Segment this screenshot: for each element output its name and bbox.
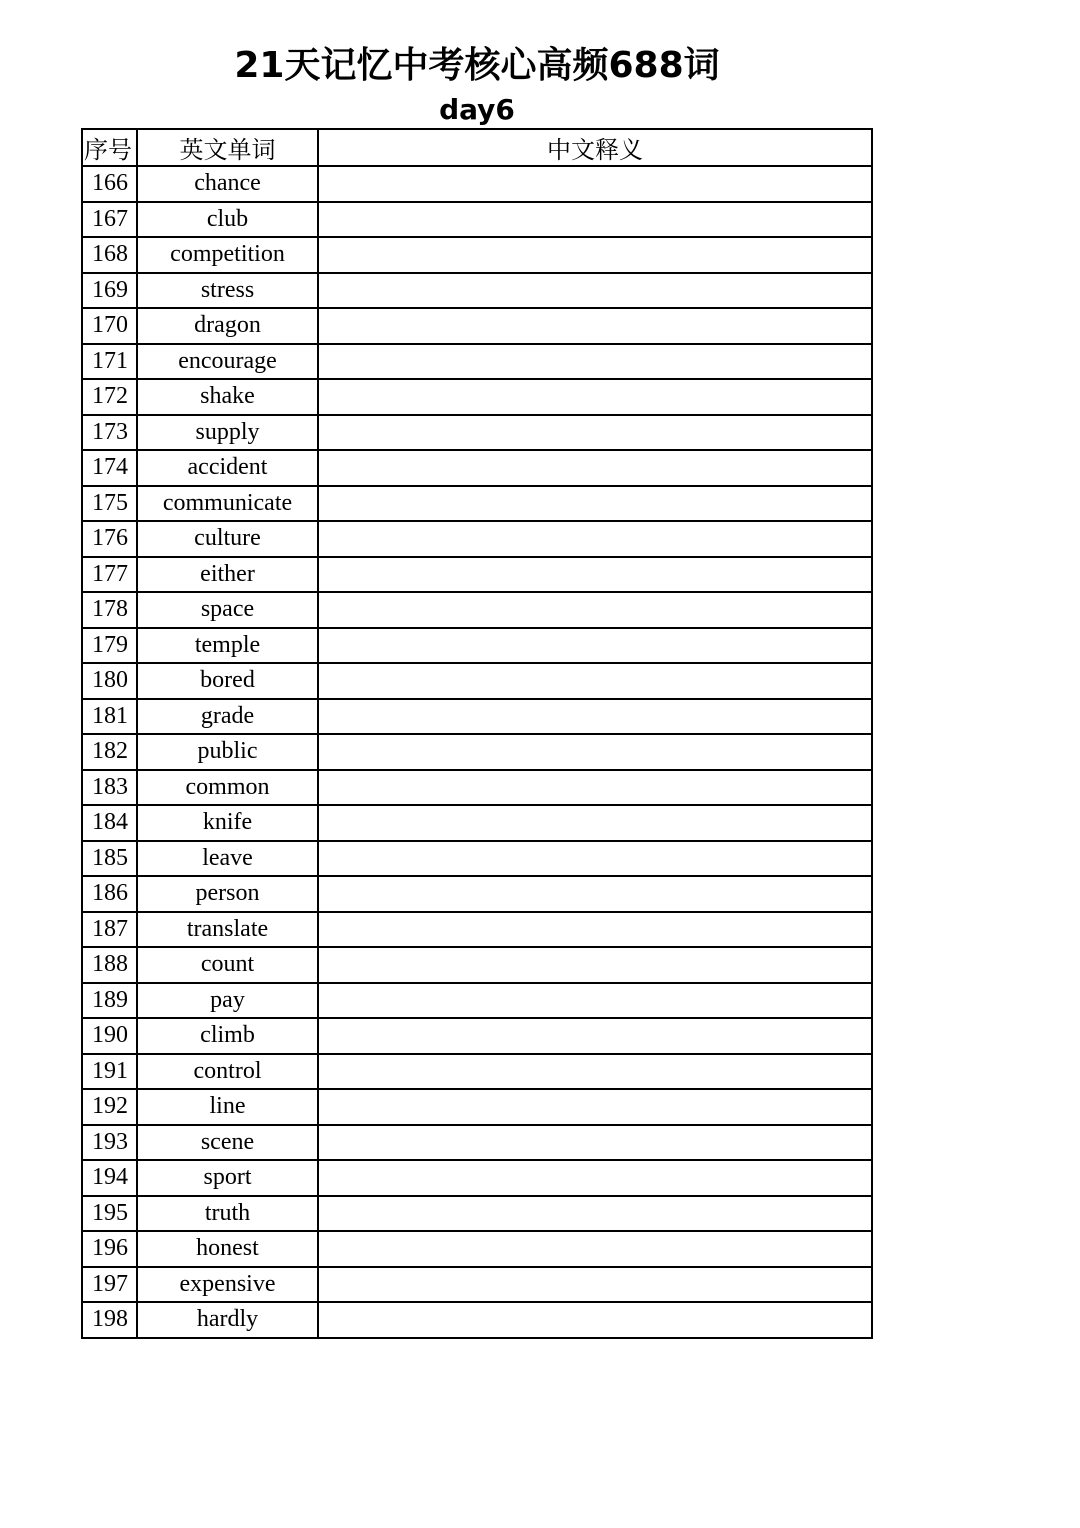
english-word: shake — [137, 379, 318, 415]
chinese-meaning-cell — [318, 202, 872, 238]
table-row — [82, 415, 872, 451]
table-row — [82, 912, 872, 948]
chinese-meaning-cell — [318, 450, 872, 486]
table-row — [82, 557, 872, 593]
row-number: 171 — [82, 344, 137, 380]
row-number: 177 — [82, 557, 137, 593]
english-word: expensive — [137, 1267, 318, 1303]
row-number: 191 — [82, 1054, 137, 1090]
english-word: temple — [137, 628, 318, 664]
table-row — [82, 1125, 872, 1161]
row-number: 185 — [82, 841, 137, 877]
table-row — [82, 450, 872, 486]
row-number: 184 — [82, 805, 137, 841]
english-word: public — [137, 734, 318, 770]
table-row — [82, 1160, 872, 1196]
chinese-meaning-cell — [318, 628, 872, 664]
row-number: 183 — [82, 770, 137, 806]
chinese-meaning-cell — [318, 1196, 872, 1232]
table-row — [82, 521, 872, 557]
chinese-meaning-cell — [318, 415, 872, 451]
header-chinese-meaning: 中文释义 — [318, 129, 872, 166]
chinese-meaning-cell — [318, 1125, 872, 1161]
table-row — [82, 628, 872, 664]
row-number: 197 — [82, 1267, 137, 1303]
table-row — [82, 1018, 872, 1054]
chinese-meaning-cell — [318, 1231, 872, 1267]
english-word: grade — [137, 699, 318, 735]
table-row — [82, 983, 872, 1019]
table-row — [82, 379, 872, 415]
row-number: 193 — [82, 1125, 137, 1161]
table-row — [82, 592, 872, 628]
chinese-meaning-cell — [318, 912, 872, 948]
row-number: 181 — [82, 699, 137, 735]
table-row — [82, 876, 872, 912]
table-row — [82, 202, 872, 238]
row-number: 175 — [82, 486, 137, 522]
row-number: 189 — [82, 983, 137, 1019]
chinese-meaning-cell — [318, 876, 872, 912]
english-word: bored — [137, 663, 318, 699]
row-number: 180 — [82, 663, 137, 699]
chinese-meaning-cell — [318, 557, 872, 593]
chinese-meaning-cell — [318, 1089, 872, 1125]
row-number: 168 — [82, 237, 137, 273]
chinese-meaning-cell — [318, 841, 872, 877]
english-word: sport — [137, 1160, 318, 1196]
row-number: 188 — [82, 947, 137, 983]
row-number: 178 — [82, 592, 137, 628]
chinese-meaning-cell — [318, 1018, 872, 1054]
english-word: competition — [137, 237, 318, 273]
chinese-meaning-cell — [318, 486, 872, 522]
table-row — [82, 805, 872, 841]
table-row — [82, 1196, 872, 1232]
english-word: stress — [137, 273, 318, 309]
english-word: common — [137, 770, 318, 806]
row-number: 198 — [82, 1302, 137, 1338]
table-row — [82, 947, 872, 983]
english-word: space — [137, 592, 318, 628]
english-word: dragon — [137, 308, 318, 344]
table-row — [82, 1267, 872, 1303]
table-row — [82, 841, 872, 877]
table-row — [82, 1231, 872, 1267]
chinese-meaning-cell — [318, 663, 872, 699]
row-number: 192 — [82, 1089, 137, 1125]
row-number: 167 — [82, 202, 137, 238]
chinese-meaning-cell — [318, 1054, 872, 1090]
row-number: 187 — [82, 912, 137, 948]
row-number: 190 — [82, 1018, 137, 1054]
table-row — [82, 770, 872, 806]
english-word: supply — [137, 415, 318, 451]
row-number: 166 — [82, 166, 137, 202]
row-number: 173 — [82, 415, 137, 451]
chinese-meaning-cell — [318, 237, 872, 273]
page-title: 21天记忆中考核心高频688词 — [234, 45, 720, 86]
chinese-meaning-cell — [318, 699, 872, 735]
chinese-meaning-cell — [318, 734, 872, 770]
table-row — [82, 486, 872, 522]
english-word: count — [137, 947, 318, 983]
english-word: translate — [137, 912, 318, 948]
table-row — [82, 344, 872, 380]
english-word: culture — [137, 521, 318, 557]
row-number: 179 — [82, 628, 137, 664]
english-word: scene — [137, 1125, 318, 1161]
english-word: leave — [137, 841, 318, 877]
english-word: communicate — [137, 486, 318, 522]
english-word: climb — [137, 1018, 318, 1054]
row-number: 172 — [82, 379, 137, 415]
row-number: 196 — [82, 1231, 137, 1267]
table-row — [82, 166, 872, 202]
row-number: 174 — [82, 450, 137, 486]
table-body — [82, 166, 872, 1338]
table-row — [82, 734, 872, 770]
vocabulary-table — [81, 128, 873, 1339]
chinese-meaning-cell — [318, 273, 872, 309]
chinese-meaning-cell — [318, 1267, 872, 1303]
english-word: truth — [137, 1196, 318, 1232]
table-row — [82, 1089, 872, 1125]
english-word: chance — [137, 166, 318, 202]
table-row — [82, 699, 872, 735]
english-word: accident — [137, 450, 318, 486]
chinese-meaning-cell — [318, 805, 872, 841]
chinese-meaning-cell — [318, 379, 872, 415]
table-header-row — [82, 129, 872, 166]
chinese-meaning-cell — [318, 521, 872, 557]
table-row — [82, 308, 872, 344]
chinese-meaning-cell — [318, 1160, 872, 1196]
english-word: hardly — [137, 1302, 318, 1338]
table-row — [82, 1302, 872, 1338]
english-word: knife — [137, 805, 318, 841]
english-word: control — [137, 1054, 318, 1090]
row-number: 194 — [82, 1160, 137, 1196]
row-number: 195 — [82, 1196, 137, 1232]
english-word: person — [137, 876, 318, 912]
row-number: 182 — [82, 734, 137, 770]
chinese-meaning-cell — [318, 592, 872, 628]
english-word: either — [137, 557, 318, 593]
english-word: club — [137, 202, 318, 238]
table-row — [82, 237, 872, 273]
row-number: 176 — [82, 521, 137, 557]
header-number: 序号 — [82, 129, 137, 166]
row-number: 186 — [82, 876, 137, 912]
page-subtitle: day6 — [439, 93, 515, 126]
table-row — [82, 273, 872, 309]
row-number: 169 — [82, 273, 137, 309]
row-number: 170 — [82, 308, 137, 344]
english-word: line — [137, 1089, 318, 1125]
chinese-meaning-cell — [318, 770, 872, 806]
chinese-meaning-cell — [318, 344, 872, 380]
header-english-word: 英文单词 — [137, 129, 318, 166]
chinese-meaning-cell — [318, 983, 872, 1019]
table-row — [82, 1054, 872, 1090]
chinese-meaning-cell — [318, 308, 872, 344]
chinese-meaning-cell — [318, 166, 872, 202]
table-row — [82, 663, 872, 699]
chinese-meaning-cell — [318, 947, 872, 983]
english-word: encourage — [137, 344, 318, 380]
english-word: pay — [137, 983, 318, 1019]
english-word: honest — [137, 1231, 318, 1267]
chinese-meaning-cell — [318, 1302, 872, 1338]
